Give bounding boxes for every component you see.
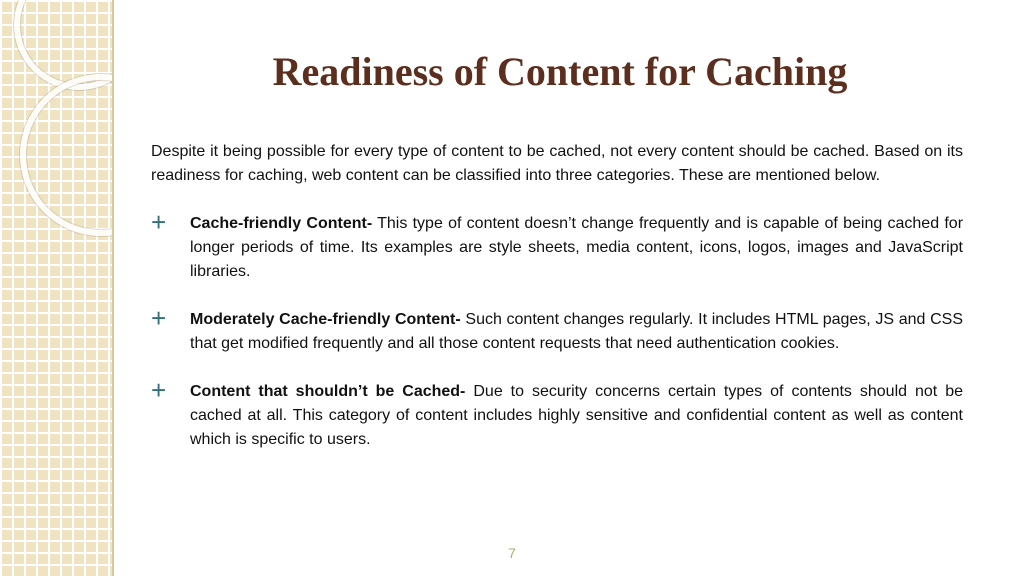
plus-bullet-icon: + <box>151 303 167 333</box>
plus-bullet-icon: + <box>151 207 167 237</box>
bullet-text: This type of content doesn’t change frequently and is capable of being cached for longer periods of time. Its examples are style sheets, media content, icons, logos, images and JavaScript libraries. <box>190 215 964 280</box>
bullet-item <box>151 303 964 356</box>
bullet-item <box>151 375 963 452</box>
plus-bullet-icon: + <box>151 375 167 405</box>
side-panel-edge <box>112 0 114 576</box>
slide-body <box>151 140 963 476</box>
decorative-ring <box>20 74 114 236</box>
bullet-item <box>151 207 964 284</box>
bullet-text: Due to security concerns certain types of contents should not be cached at all. This category of content includes highly sensitive and confidential content as well as content which is specific to users. <box>190 383 963 448</box>
bullet-term: Cache-friendly Content- <box>190 215 373 232</box>
intro-paragraph: Despite it being possible for every type of content to be cached, not every content should be cached. Based on its readiness for caching, web content can be classified into three categories. These are mentioned below. <box>151 143 963 184</box>
slide-title: Readiness of Content for Caching <box>272 49 848 94</box>
page-number: 7 <box>508 545 516 561</box>
bullet-term: Moderately Cache-friendly Content- <box>190 311 461 328</box>
decorative-side-panel <box>0 0 114 576</box>
bullet-term: Content that shouldn’t be Cached- <box>190 383 466 400</box>
bullet-text: Such content changes regularly. It includes HTML pages, JS and CSS that get modified frequently and all those content requests that need authentication cookies. <box>190 311 964 352</box>
